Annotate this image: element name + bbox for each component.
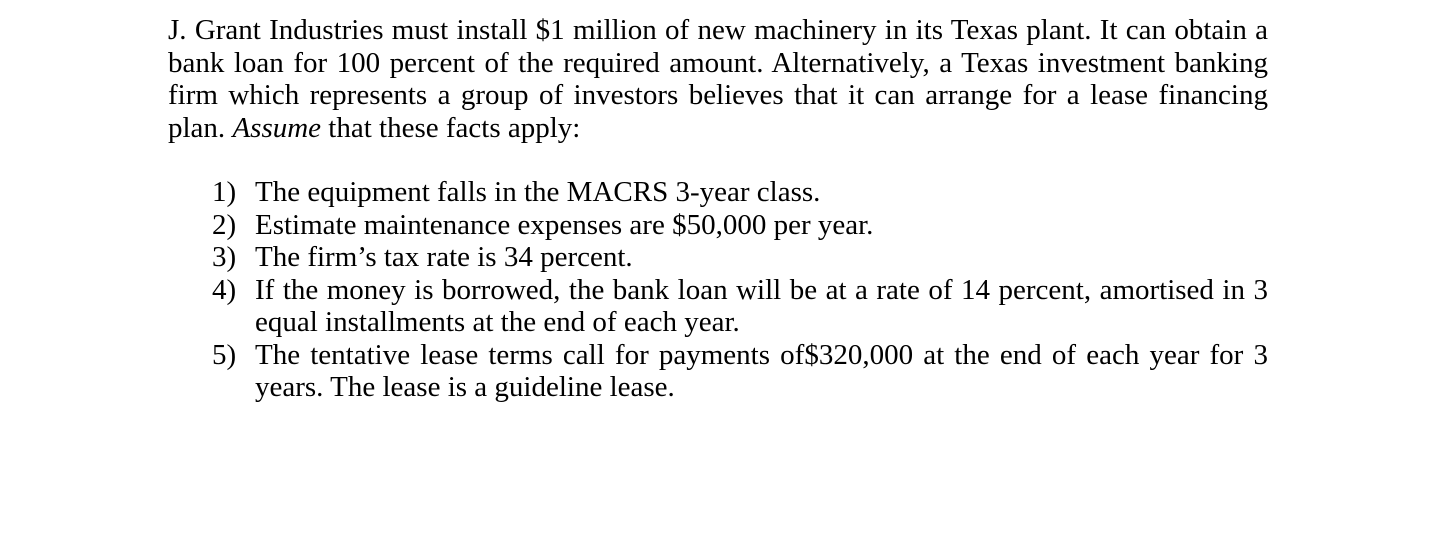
list-item-text: The firm’s tax rate is 34 percent. [255, 241, 633, 273]
list-item [212, 274, 1268, 339]
list-item-number: 2) [212, 208, 237, 241]
list-item [212, 339, 1268, 404]
intro-text-end: that these facts apply: [321, 111, 581, 144]
list-item-number: 4) [212, 273, 237, 306]
list-item-text: If the money is borrowed, the bank loan will be at a rate of 14 percent, amortised in 3 equal installments at the end of each year. [255, 273, 1268, 338]
intro-emphasis: Assume [232, 111, 322, 144]
list-item-number: 3) [212, 241, 237, 273]
intro-paragraph [168, 14, 1268, 144]
list-item [212, 241, 1268, 274]
list-item-text: The equipment falls in the MACRS 3-year class. [255, 176, 821, 208]
list-item [212, 176, 1268, 209]
facts-list [212, 176, 1268, 404]
list-item [212, 209, 1268, 242]
list-item-text: The tentative lease terms call for payments of$320,000 at the end of each year for 3 years. The lease is a guideline lease. [255, 338, 1268, 403]
list-item-number: 1) [212, 176, 237, 208]
list-item-text: Estimate maintenance expenses are $50,000 per year. [255, 208, 874, 241]
intro-text: J. Grant Industries must install $1 million of new machinery in its Texas plant. It can obtain a bank loan for 100 percent of the required amount. Alternatively, a Texas investment banking firm which represents a group of investors believes that it can arrange for a lease financing plan. [168, 14, 1268, 144]
list-item-number: 5) [212, 338, 237, 371]
